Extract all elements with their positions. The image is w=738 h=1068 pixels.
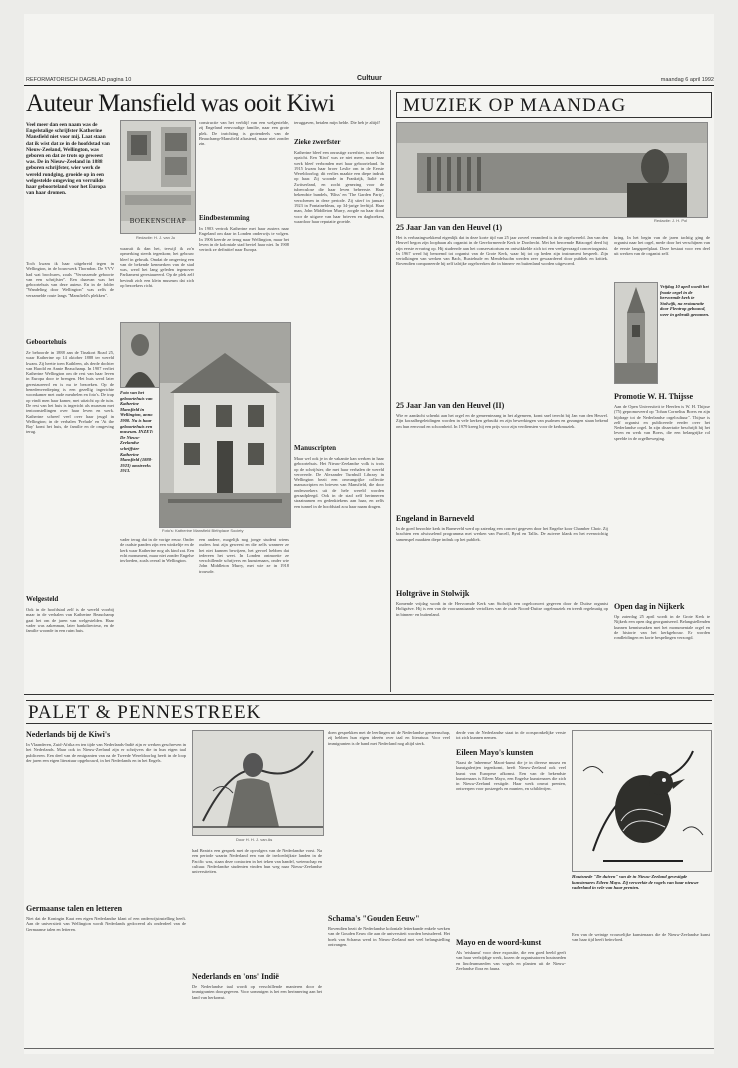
subhead-holtgrave: Holtgräve in Stolwijk [396,589,470,598]
illustration-bird-woodcut [572,730,712,872]
mansfield-col4c: Maar wel ook je in de vakantie kan werken in haar geboortehuis. Het Nieuw-Zeelandse volk is trots op de schrijfster, die met haar verhalen de wereld veroverde. De Alexander Turnbull Library in Wellington bezit een omvangrijke collectie manuscripten en brieven van Mansfield, die door onderzoekers uit de hele wereld worden geraadpleegd. Ook in de stad zelf herinneren straatnamen en gedenktekens aan haar, en zelfs een tunnel in de hoofdstad zou haar naam dragen. [294,456,384,509]
palet-germaanse-body: Niet dat de Koningin Kaat een eigen Nederlandse klant of een onderwijsinstelling heeft. Aan de universiteit van Wellington wordt Nederlands gedoceerd als onderdeel van de Germaanse talen en letteren. [26,916,186,932]
bottom-rule [24,1048,714,1049]
photo-boekenschap [120,120,196,234]
photo-portrait-inset [120,322,160,388]
subhead-promotie: Promotie W. H. Thijsse [614,392,694,401]
muziek-banner-box [396,92,712,118]
muziek-holtgrave-body: Komende vrijdag wordt in de Hervormde Kerk van Stolwijk een orgelconcert gegeven door de Duitse organist Holtgräve. Hij is een van de vooraanstaande vertolkers van de oude Noord-Duitse orgelmuziek en treedt regelmatig op in binnen- en buitenland. [396,601,608,617]
subhead-jan: 25 Jaar Jan van den Heuvel (1) [396,223,503,232]
newspaper-page [24,14,714,1054]
photo1-caption: Foto van het geboortehuis van Katherine Mansfield in Wellington, anno 1900. Nu is haar geboortehuis een museum. INZET: De Nieuw-Zeelandse schrijfster Katherine Mansfield (1888-1923) omstreeks 1913. [120,390,154,474]
mansfield-col1b: Ook in de hoofdstad zelf is de wereld voorbij maar in de verhalen van Katherine Beauchamp gaat het om de jaren van welgestelden. Haar vader was zakenman, later bankdirecteur, en de familie woonde in een ruim huis. [26,607,114,634]
palet-eileen-body: Naast de 'inheemse' Maori-kunst die je in diverse musea en kunstgalerijen tegenkomt, heeft Nieuw-Zeeland ook veel kunst van Europese afkomst. Een van de bekendste kunstenaars is Eileen Mayo, een Engelse kunstenares die zich in Nieuw-Zeeland vestigde. Haar werk omvat prenten, ontwerpen voor postzegels en munten, en schilderijen. [456,760,566,792]
palet-mid-body1: had Beatrix een gesprek met de opvolgers van de Nederlandse vorst. Na een periode waarin Nederland een van de invloedrijkste landen in de Pacific was, staan deze contacten in het teken van handel, wetenschap en cultuur. Nederlandse studenten vinden hun weg naar Nieuw-Zeelandse universiteiten. [192,848,322,875]
subhead-geboortehuis: Geboortehuis [26,338,67,346]
subhead-indie: Nederlands en 'ons' Indië [192,972,279,981]
newspaper-name: REFORMATORISCH DAGBLAD pagina 10 [26,77,132,83]
mansfield-col3c: een andere, mogelijk nog jonge student wiens ouders fout zijn geweest en die zelfs wanneer ze het niet kunnen bewijzen, het gevoel hebben dat iedereen het weet. In Londen ontmoette ze verschillende schrijvers en kunstenaars, onder wie John Middleton Murry, met wie ze in 1918 trouwde. [199,537,289,574]
section-divider [24,694,714,695]
mansfield-col3a: constructie van het verblijf van een welgestelde, zij Engeland eenvoudige familie, naar een grote plek. De inrichting is grotendeels van de Beauchamp-Mansfield aftastend, maar niet zonder zin. [199,120,289,147]
muziek-nijkerk-body: Op zaterdag 25 april wordt in de Grote Kerk te Nijkerk een open dag georganiseerd. Belangstellenden kunnen kennismaken met het monumentale orgel en de historie van het kerkgebouw. Er worden rondleidingen en korte bespelingen verzorgd. [614,614,710,641]
palet-banner: PALET & PENNESTREEK [28,702,262,723]
subhead-germaanse: Germaanse talen en letteren [26,904,123,913]
muziek-banner: MUZIEK OP MAANDAG [403,95,627,116]
photo-birthplace [159,322,291,528]
palet-mayo-body: Als 'reiskunst' voor deze expositie, die een goed beeld geeft van haar veelzijdige werk, kozen de organisatoren houtsneden en linoleumsneden van vogels en planten uit de Nieuw-Zeelandse flora en fauna. [456,950,566,971]
palet-indie-body: De Nederlandse taal wordt op verschillende manieren door de immigranten doorgegeven. Voor sommigen is het een herinnering aan het land van herkomst. [192,984,322,1000]
palet-right-body1: derde van de Nederlandse staat in de oorspronkelijke versie tot zich kunnen nemen. [456,730,566,741]
palet-mid-body2: doen gesprekken met de leerlingen uit de Nederlandse gemeenschap, zij hebben hun eigen ideeën over taal en literatuur. Voor veel immigranten is de band met Nederland nog altijd sterk. [328,730,450,746]
column-separator [390,90,391,692]
subhead-mayo: Mayo en de woord-kunst [456,938,542,947]
subhead-jan2: 25 Jaar Jan van den Heuvel (II) [396,401,505,410]
subhead-welgesteld: Welgesteld [26,595,59,603]
subhead-zieke: Zieke zwerfster [294,138,341,146]
subhead-manuscripten: Manuscripten [294,444,336,452]
palet-kiwis-body: In Vlaanderen, Zuid-Afrika en ten tijde van Nederlands-Indië zijn er werken geschreven in het Nederlands. Maar ook in Nieuw-Zeeland zijn er schrijvers die in hun eigen taal publiceren. Een deel van de emigranten van na de Tweede Wereldoorlog heeft in de loop der jaren een eigen literatuur opgebouwd, in het Nederlands en in het Engels. [26,742,186,763]
mansfield-col2a: waaruit ik dan het, terwijl ik zo'n opmerking steeds tegenkom; het gebouw bleef in gebruik. Omdat de omgeving een van de bekende kenmerken van de stad was, werd het lang geleden tegenover Parliament gerestaureerd. Op de plek zelf bevindt zich een klein museum dat zich op bezoekers richt. [120,246,194,289]
muziek-jan-body: Het is verbazingwekkend eigenlijk dat in deze korte tijd van 25 jaar zoveel veranderd is in de orgelwereld. Jan van den Heuvel begon zijn loopbaan als organist in de Gereformeerde Kerk te Dordrecht. Met het beroemde Bätzorgel deed hij zijn eerste ervaring op. Hij studeerde aan het conservatorium en ontwikkelde zich tot een veelgevraagd concertorganist. In 1967 werd hij benoemd tot organist van de Grote Kerk, waar hij tot op heden zijn instrument bespeelt. Zijn vertolkingen van werken van Bach, Buxtehude en Mendelssohn werden zeer gewaardeerd door publiek en kritiek. Bovendien componeerde hij zelf talrijke orgelwerken die in binnen- en buitenland worden uitgevoerd. [396,235,608,267]
mansfield-col4a: teruggaven, betalen mijn helde. Die heb je altijd! [294,120,380,125]
subhead-kiwis: Nederlands bij de Kiwi's [26,730,111,739]
palet-bird-caption: Houtsnede "De duiven" van de in Nieuw-Zeeland gevestigde kunstenares Eileen Mayo. Zij verwerkte de vogels van haar nieuwe vaderland in vele van haar prenten. [572,874,699,891]
muziek-engeland-body: In de goed bezochte kerk in Barneveld werd op zaterdag een concert gegeven door het Engelse koor Chamber Choir. Zij brachten een afwisselend programma met werken van Purcell, Byrd en Tallis. De zuivere klank en het evenwichtig samenspel maakten diepe indruk op het publiek. [396,526,608,542]
photo-organist [396,122,708,218]
subhead-eileen: Eileen Mayo's kunsten [456,748,534,757]
subhead-eindbestemming: Eindbestemming [199,214,250,222]
header-rule [24,85,714,86]
muziek-photo-credit: Redactie: J. H. Pol [654,218,688,223]
subhead-engeland: Engeland in Barneveld [396,514,475,523]
photo-sign-text: BOEKENSCHAP [129,217,187,225]
mansfield-col4b: Katherine bleef een onrustige zwerfster, in velerlei opzicht. Een 'Kiwi' was ze niet meer, maar haar werk bleef verbonden met haar geboorteland. In 1915 kwam haar broer Leslie om in de Eerste Wereldoorlog; dit verlies maakte een diepe indruk op haar. Zij woonde in Frankrijk, Italië en Zwitserland, en zocht genezing voor de tuberculose die haar leven beheerste. Haar bekendste bundels, 'Bliss' en 'The Garden Party', verschenen in deze periode. Zij stierf in januari 1923 in Fontainebleau, op 34-jarige leeftijd. Haar man, John Middleton Murry, zorgde na haar dood voor de uitgave van haar brieven en dagboeken, waardoor haar reputatie groeide. [294,150,384,224]
mansfield-col3b: In 1903 vertrok Katherine met haar zusters naar Engeland om daar in Londen onderwijs te volgen. In 1906 keerde ze terug naar Wellington, maar het leven in de koloniale stad beviel haar niet. In 1908 vertrok ze definitief naar Europa. [199,226,289,253]
palet-schama-body: Bovendien bezit de Nederlandse koloniale letterkunde enkele werken van de Gouden Eeuw die aan de universiteit worden bestudeerd. Het boek van Schama werd in Nieuw-Zeeland met veel belangstelling ontvangen. [328,926,450,947]
mansfield-col1a: Ze behoorde in 1888 aan de Tinakori Road 25, waar Katherine op 14 oktober 1888 ter wereld kwam. Zij heette toen Kathleen, als derde dochter van Harold en Annie Beauchamp. In 1907 verliet Katherine Wellington om de rest van haar leven in Europa door te brengen. Het huis werd later gerestaureerd en is nu te bezoeken. Op de benedenverdieping is een gezellig ingerichte woonkamer met oude meubelen en foto's. De trap op vindt men haar kamer, met uitzicht op de tuin. De rest van het huis is ingericht als museum met tentoonstellingen over haar leven en werk. Katherine schreef veel over haar jeugd in Wellington; in de verhalen 'Prelude' en 'At the Bay' komt het huis, de familie en de omgeving terug. [26,350,114,435]
mansfield-intro: Toch kwam ik haar uitgebreid tegen in Wellington, in de bouwwerk Thorndon. De VVV had wat brochures, zoals "Verrassende geboorte van een schrijfster". Een daarvan was het geboortehuis van deze auteur. En in de folder "Wandeling door Wellington" was zelfs de verzamelde route langs "Mansfield's plekken". [26,261,114,298]
photo1-credit: Redactie: H. J. van Ju [136,235,176,240]
muziek-jan2-body: Wie er aandacht schenkt aan het orgel en de gemeentezang in het algemeen, komt snel terecht bij Jan van den Heuvel. Zijn koraalbegeleidingen worden in vele kerken gebruikt en zijn bewerkingen van psalmen en gezangen staan bekend om hun eenvoud en schoonheid. In 1979 kreeg hij een prijs voor zijn verdiensten voor de kerkmuziek. [396,413,608,429]
palet-right-body2: Een van de weinige vrouwelijke kunstenaars die de Nieuw-Zeelandse kunst van haar tijd heeft beïnvloed. [572,932,710,943]
subhead-schama: Schama's "Gouden Eeuw" [328,914,420,923]
subhead-nijkerk: Open dag in Nijkerk [614,602,685,611]
photo2-credit: Foto's: Katherine Mansfield Birthplace Society [162,528,244,533]
issue-date: maandag 6 april 1992 [660,77,714,83]
palet-banner-box [26,700,712,724]
mansfield-col2b: vader terug dat in de vorige eeuw. Onder de oudste panden zijn een winkeltje en de kerk waar Katherine nog als kind zat. Een echt monument, maar niet zonder Engelse invloeden, zoals overal in Wellington. [120,537,194,564]
photo-church [614,282,658,384]
muziek-promotie-body: Aan de Open Universiteit te Heerlen is W. H. Thijsse (75) gepromoveerd op "Johan Cornelius Boers en zijn bijdrage tot de Nederlandse orgelcultuur". Thijsse is zelf organist en publiceerde eerder over het Nederlandse orgel. In zijn dissertatie beschrijft hij het leven en werk van Boers, die een belangrijke rol speelde in de orgelbeweging. [614,404,710,441]
muziek-photo-caption: Vrijdag 10 april wordt het fraaie orgel in de hervormde kerk te Stolwijk, na restauratie door Flentrop gebouwd, weer in gebruik genomen. [660,284,710,317]
section-title: Cultuur [357,75,382,82]
mansfield-headline: Auteur Mansfield was ooit Kiwi [26,90,335,117]
illustration-figure [192,730,324,836]
palet-photo-credit: Door H. H. J. van As [236,837,273,842]
mansfield-lead: Veel meer dan een naam was de Engelstalige schrijfster Katherine Mansfield niet voor mij. Laat staan dat ik wist dat ze in de hoofdstad van Nieuw-Zeeland, Wellington, was geboren en dat ze trots op geweest was. De in Nieuw-Zeeland in 1888 geboren schrijfster, wier werk de wereld rondging, groeide op in een welgestelde omgeving en verruilde haar geboorteland voor het Europa van haar dromen. [26,122,110,197]
muziek-col3-top: kring. In het begin van de jaren tachtig ging de organist naar het orgel, mede door het verschijnen van de eerste langspeelplaat. Deze bestaat voor een deel uit werken van de organist zelf. [614,235,710,256]
